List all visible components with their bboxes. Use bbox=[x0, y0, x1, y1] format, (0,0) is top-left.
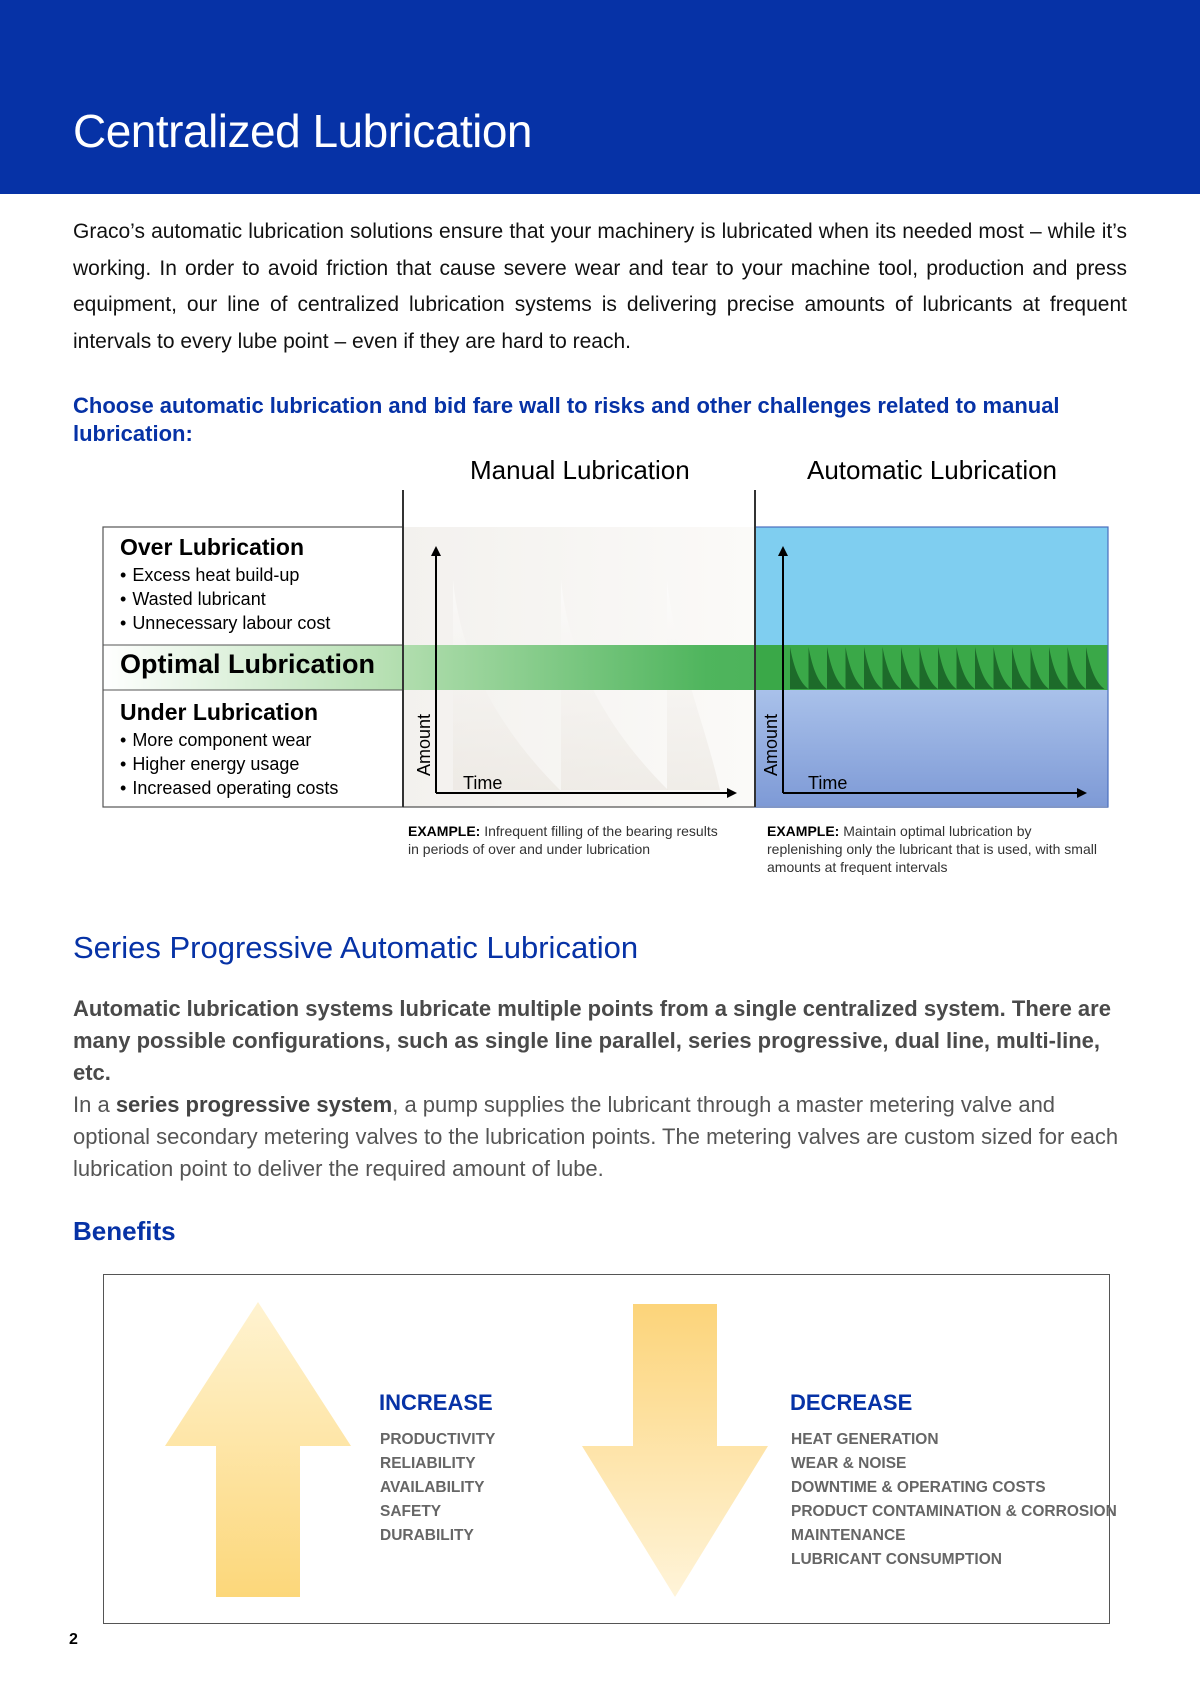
automatic-example bbox=[767, 822, 1107, 876]
automatic-x-axis-label: Time bbox=[808, 773, 848, 793]
page-header bbox=[0, 0, 1200, 194]
decrease-item: HEAT GENERATION bbox=[791, 1431, 939, 1448]
under-bullet: • Increased operating costs bbox=[120, 778, 338, 799]
increase-item: RELIABILITY bbox=[380, 1455, 476, 1472]
manual-y-axis-label: Amount bbox=[414, 713, 434, 776]
choose-heading: Choose automatic lubrication and bid fare wall to risks and other challenges related to manual lubrication: bbox=[73, 393, 1060, 446]
manual-example bbox=[408, 822, 718, 858]
optimal-lubrication-title: Optimal Lubrication bbox=[120, 649, 376, 679]
page-title: Centralized Lubrication bbox=[73, 105, 532, 157]
under-bullet: • Higher energy usage bbox=[120, 754, 299, 775]
body-suffix: , a pump supplies the lubricant through a master metering valve and optional secondary metering valves to the lubrication points. The metering valves are custom sized for each lubrication point to deliver the required amount of lube. bbox=[73, 1092, 1119, 1181]
automatic-over-zone bbox=[755, 527, 1108, 645]
series-lead-paragraph: Automatic lubrication systems lubricate multiple points from a single centralized system. There are many possible configurations, such as single line parallel, series progressive, dual line, multi-line, etc. bbox=[73, 996, 1111, 1085]
under-bullet: • More component wear bbox=[120, 730, 311, 751]
under-lubrication-title: Under Lubrication bbox=[120, 699, 319, 725]
increase-item: DURABILITY bbox=[380, 1527, 474, 1544]
series-section-title: Series Progressive Automatic Lubrication bbox=[73, 930, 639, 965]
manual-x-axis-label: Time bbox=[463, 773, 503, 793]
increase-item: PRODUCTIVITY bbox=[380, 1431, 496, 1448]
decrease-item: DOWNTIME & OPERATING COSTS bbox=[791, 1479, 1046, 1496]
manual-example-text: Infrequent filling of the bearing results in periods of over and under lubrication bbox=[408, 823, 718, 857]
decrease-item: LUBRICANT CONSUMPTION bbox=[791, 1551, 1002, 1568]
decrease-item: PRODUCT CONTAMINATION & CORROSION bbox=[791, 1503, 1117, 1520]
body-prefix: In a bbox=[73, 1092, 116, 1117]
series-body-paragraph bbox=[73, 1089, 1133, 1185]
increase-title: INCREASE bbox=[379, 1390, 493, 1415]
decrease-list bbox=[791, 1428, 1117, 1572]
intro-paragraph: Graco’s automatic lubrication solutions ensure that your machinery is lubricated when its needed most – while it’s working. In order to avoid friction that cause severe wear and tear to your machine tool, production and press equipment, our line of centralized lubrication systems is delivering precise amounts of lubricants at frequent intervals to every lube point – even if they are hard to reach. bbox=[73, 220, 1127, 353]
automatic-y-axis-label: Amount bbox=[761, 713, 781, 776]
example-label: EXAMPLE: bbox=[767, 823, 840, 839]
body-bold: series progressive system bbox=[115, 1092, 393, 1117]
over-bullet: • Wasted lubricant bbox=[120, 589, 266, 610]
automatic-example-text: Maintain optimal lubrication by replenishing only the lubricant that is used, with small amounts at frequent intervals bbox=[767, 823, 1097, 875]
over-bullet: • Unnecessary labour cost bbox=[120, 613, 330, 634]
decrease-item: WEAR & NOISE bbox=[791, 1455, 907, 1472]
decrease-title: DECREASE bbox=[790, 1390, 913, 1415]
over-lubrication-title: Over Lubrication bbox=[120, 534, 305, 560]
increase-item: SAFETY bbox=[380, 1503, 442, 1520]
over-bullet: • Excess heat build-up bbox=[120, 565, 299, 586]
page-number: 2 bbox=[69, 1631, 78, 1648]
manual-lubrication-title: Manual Lubrication bbox=[470, 455, 690, 485]
increase-item: AVAILABILITY bbox=[380, 1479, 485, 1496]
increase-list bbox=[380, 1428, 495, 1548]
automatic-lubrication-title: Automatic Lubrication bbox=[807, 455, 1058, 485]
benefits-title: Benefits bbox=[73, 1216, 176, 1246]
example-label: EXAMPLE: bbox=[408, 823, 481, 839]
decrease-item: MAINTENANCE bbox=[791, 1527, 906, 1544]
